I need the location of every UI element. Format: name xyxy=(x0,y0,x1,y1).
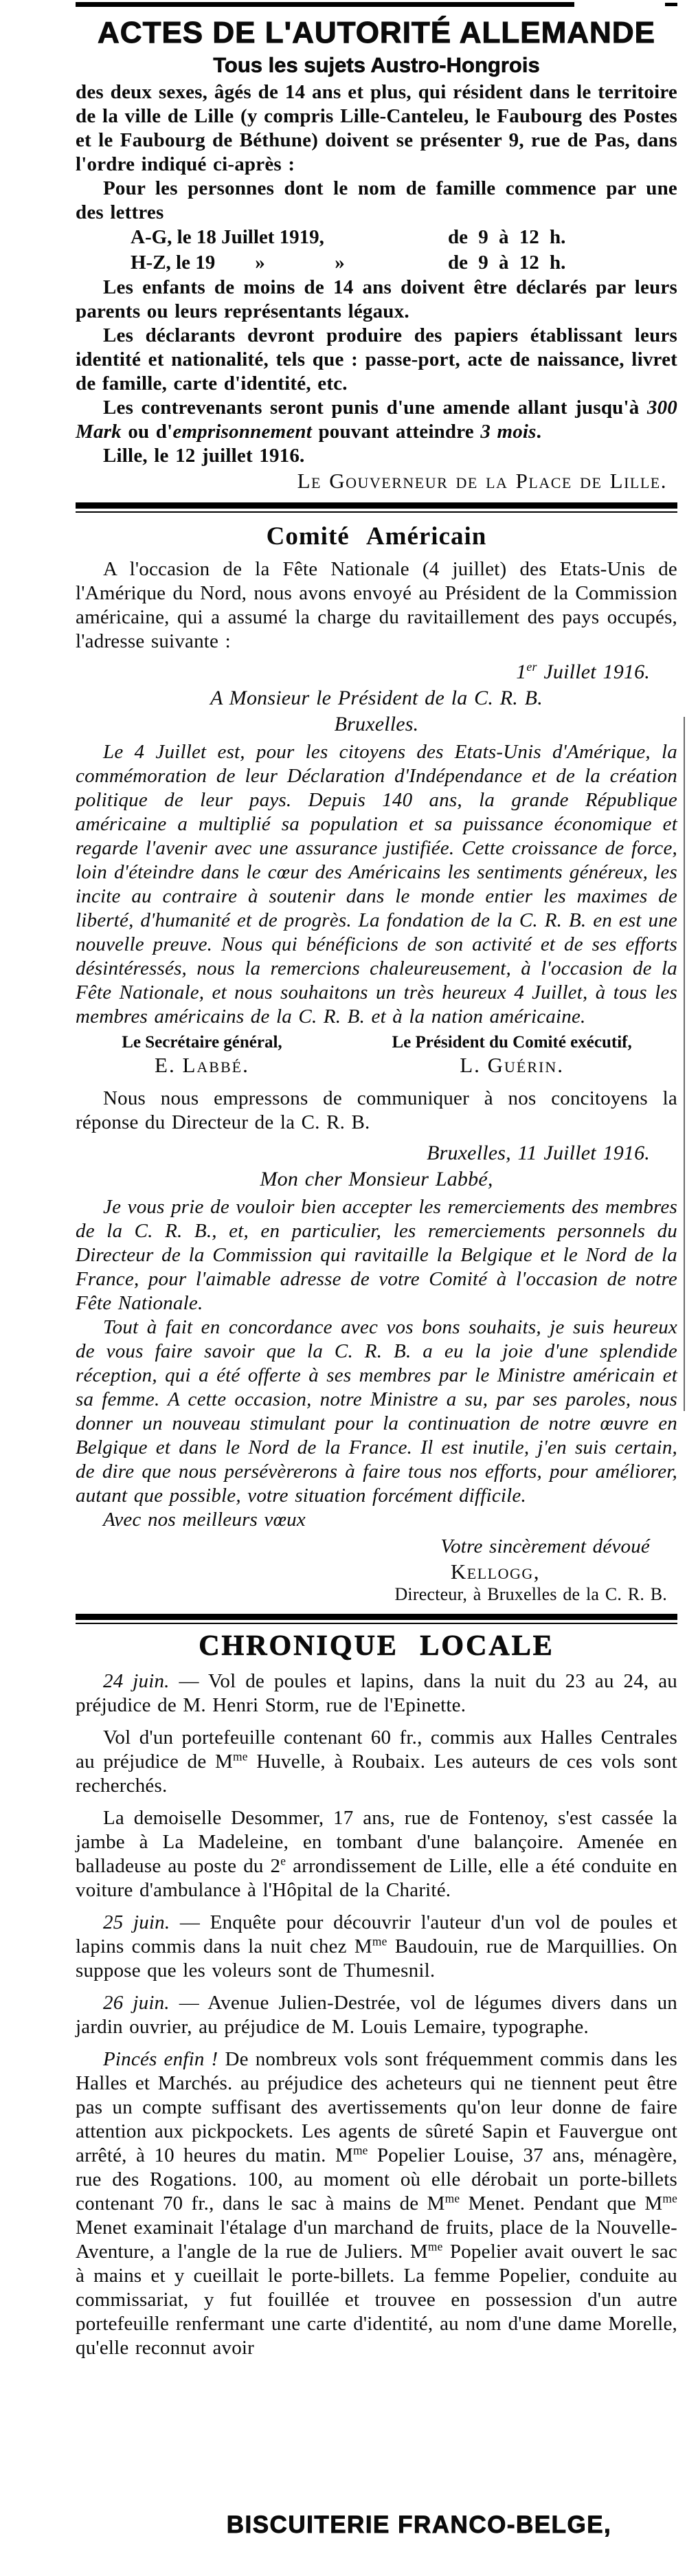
column-rule-fragment xyxy=(684,717,685,1411)
chronique-item-26-juin xyxy=(76,1991,677,2039)
text-segment: me xyxy=(352,2143,368,2157)
comite-transition: Nous nous empressons de communiquer à nos concitoyens la réponse du Directeur de la C. R. B. xyxy=(76,1087,677,1133)
schedule-row-h-z xyxy=(76,250,677,276)
letter2-signer-title: Directeur, à Bruxelles de la C. R. B. xyxy=(394,1584,667,1604)
letter1-addressee: A Monsieur le Président de la C. R. B. xyxy=(210,686,543,709)
chronique-item-desommer xyxy=(76,1806,677,1902)
text-segment: La demoiselle Desommer, 17 ans, rue de Fontenoy, s'est cassée la jambe à La Madeleine, en tombant d'une balançoire. Amenée en balladeuse au poste du 2 xyxy=(76,1807,677,1878)
text-segment: Popelier Louise, 37 ans, ménagère, rue des Rogations. 100, au moment où elle dérobait un porte-billets contenant 70 fr., dans le sac à mains de M xyxy=(76,2144,677,2215)
letter1-signature-left xyxy=(76,1032,328,1078)
actes-letters-intro: Pour les personnes dont le nom de famille commence par une des lettres xyxy=(76,177,677,224)
text-segment: emprisonnement xyxy=(172,421,312,443)
actes-papers-rule: Les déclarants devront produire des papiers établissant leurs identité et nationalité, tels que : passe-port, acte de naissance, livret de famille, carte d'identité, etc. xyxy=(76,324,677,395)
actes-penalty-rule xyxy=(76,396,677,444)
text-segment: 300 Mark xyxy=(76,397,677,443)
actes-signature-governor: Le Gouverneur de la Place de Lille. xyxy=(297,469,667,493)
text-segment: ou d' xyxy=(121,421,173,443)
chronique-item-portefeuille xyxy=(76,1726,677,1798)
ad-title-biscuiterie: BISCUITERIE FRANCO-BELGE, xyxy=(226,2511,612,2538)
text-segment: 24 juin. xyxy=(103,1670,170,1693)
text-segment: . xyxy=(536,421,542,443)
text-segment: Huvelle, à Roubaix. Les auteurs de ces vols sont recherchés. xyxy=(76,1751,677,1797)
chronique-title: CHRONIQUE LOCALE xyxy=(199,1630,554,1662)
text-segment: De nombreux vols sont fréquemment commis dans les Halles et Marchés. au préjudice des acheteurs qui ne tiennent peut être pas un compte suffisant des avertissements qu'on leur donne de faire attention aux pickpockets. Les agents de sûreté Sapin et Fauvergue ont arrêté, à 10 heures du matin. M xyxy=(76,2048,677,2167)
actes-dateline: Lille, le 12 juillet 1916. xyxy=(103,445,305,467)
text-segment: me xyxy=(444,2191,460,2206)
actes-title: ACTES DE L'AUTORITÉ ALLEMANDE xyxy=(98,16,655,49)
chronique-item-24-juin xyxy=(76,1669,677,1718)
letter2-body-2: Tout à fait en concordance avec vos bons souhaits, je suis heureux de vous faire savoir que la C. R. B. a eu la joie d'une splendide réception, qui a été offerte à ses membres par le Ministre américain et sa femme. A cette occasion, notre Ministre a su, par ses paroles, nous donner un nouveau stimulant pour la continuation de notre œuvre en Belgique et dans le Nord de la France. Il est inutile, j'en suis certain, de dire que nous persévèrerons à faire tous nos efforts, pour améliorer, autant que possible, votre situation forcément difficile. xyxy=(76,1315,677,1507)
top-rule-dash xyxy=(665,3,677,6)
newspaper-page-scan xyxy=(0,2,687,2576)
actes-children-rule: Les enfants de moins de 14 ans doivent être déclarés par leurs parents ou leurs représentants légaux. xyxy=(76,276,677,323)
text-segment: er xyxy=(526,659,537,674)
section-actes-autorite-allemande xyxy=(76,17,677,493)
text-segment: me xyxy=(662,2191,677,2206)
actes-subtitle: Tous les sujets Austro-Hongrois xyxy=(213,53,540,78)
text-segment: — Vol de poules et lapins, dans la nuit du 23 au 24, au préjudice de M. Henri Storm, rue de l'Epinette. xyxy=(76,1670,677,1717)
top-rule xyxy=(76,2,677,8)
divider-thin-rule xyxy=(76,1623,677,1624)
schedule-hours-a-g: de 9 à 12 h. xyxy=(448,226,566,249)
text-segment: Vol d'un portefeuille contenant 60 fr., commis aux Halles Centrales au préjudice de M xyxy=(76,1726,677,1773)
letter1-sig-right-name: L. Guérin. xyxy=(460,1052,564,1077)
text-segment: 1 xyxy=(516,660,527,683)
divider-thin-rule xyxy=(76,511,677,513)
comite-intro: A l'occasion de la Fête Nationale (4 juillet) des Etats-Unis de l'Amérique du Nord, nous avons envoyé au Président de la Commission américaine, qui a assumé la charge du ravitaillement des pays occupés, l'adresse suivante : xyxy=(76,557,677,652)
letter1-signature-row xyxy=(76,1032,677,1078)
letter1-dateline xyxy=(76,659,677,685)
section-divider-1 xyxy=(76,502,677,513)
text-segment: 25 juin. xyxy=(103,1911,170,1934)
schedule-letters-h-z: H-Z, le 19 » » xyxy=(131,252,345,274)
section-comite-americain xyxy=(76,523,677,1605)
letter1-sig-left-role: Le Secrétaire général, xyxy=(122,1032,282,1052)
letter2-salutation: Mon cher Monsieur Labbé, xyxy=(260,1167,493,1190)
letter2-closing: Avec nos meilleurs vœux xyxy=(103,1508,306,1531)
text-segment: pouvant atteindre xyxy=(312,421,481,443)
divider-thick-rule xyxy=(76,1614,677,1620)
schedule-hours-h-z: de 9 à 12 h. xyxy=(448,252,566,274)
section-chronique-locale xyxy=(76,1631,677,2360)
text-segment: Pincés enfin ! xyxy=(103,2048,218,2071)
schedule-letters-a-g: A-G, le 18 Juillet 1919, xyxy=(131,226,324,249)
text-segment: Les contrevenants seront punis d'une amende allant jusqu'à xyxy=(103,397,647,419)
actes-body-lead: des deux sexes, âgés de 14 ans et plus, qui résident dans le territoire de la ville de Lille (y compris Lille-Canteleu, le Faubourg des Postes et le Faubourg de Béthune) doivent se présenter 9, rue de Pas, dans l'ordre indiqué ci-après : xyxy=(76,81,677,176)
text-segment: e xyxy=(280,1854,286,1868)
comite-title: Comité Américain xyxy=(266,522,487,551)
letter2-valediction: Votre sincèrement dévoué xyxy=(440,1535,650,1557)
divider-thick-rule xyxy=(76,502,677,509)
chronique-item-pinces-enfin xyxy=(76,2047,677,2360)
letter2-body-1: Je vous prie de vouloir bien accepter les remerciements des membres de la C. R. B., et, en particulier, les remerciements personnels du Directeur de la Commission qui ravitaille la Belgique et le Nord de la France, pour l'aimable adresse de votre Comité à l'occasion de notre Fête Nationale. xyxy=(76,1195,677,1314)
text-segment: me xyxy=(372,1934,387,1948)
text-segment: Baudouin, rue de Marquillies. On suppose que les voleurs sont de Thumesnil. xyxy=(76,1935,677,1982)
text-segment: Menet examinait l'étalage d'un marchand de fruits, place de la Nouvelle-Aventure, a l'angle de la rue de Juliers. M xyxy=(76,2217,677,2263)
chronique-item-25-juin xyxy=(76,1911,677,1983)
letter1-sig-left-name: E. Labbé. xyxy=(155,1052,249,1077)
letter2-dateline: Bruxelles, 11 Juillet 1916. xyxy=(427,1141,650,1164)
text-segment: Juillet 1916. xyxy=(537,660,650,683)
text-segment: Menet. Pendant que M xyxy=(460,2192,663,2215)
section-divider-2 xyxy=(76,1614,677,1624)
text-segment: 3 mois xyxy=(480,421,537,443)
letter2-signer: Kellogg, xyxy=(450,1559,540,1584)
text-segment: 26 juin. xyxy=(103,1992,170,2014)
text-segment: me xyxy=(232,1749,248,1764)
letter1-body: Le 4 Juillet est, pour les citoyens des Etats-Unis d'Amérique, la commémoration de leur Déclaration d'Indépendance et de la création politique de leur pays. Depuis 140 ans, la grande République américaine a multiplié sa population et sa puissance économique et regarde l'avenir avec une assurance justifiée. Cette croissance de force, loin d'éteindre dans le cœur des Américains les sentiments généreux, les incite au contraire à soutenir dans le monde entier les maximes de liberté, d'humanité et de progrès. La fondation de la C. R. B. en est une nouvelle preuve. Nous qui bénéficions de son activité et de ses efforts désintéressés, nous la remercions chaleureusement, à l'occasion de la Fête Nationale, et nous souhaitons un très heureux 4 Juillet, à tous les membres américains de la C. R. B. et à la nation américaine. xyxy=(76,740,677,1028)
top-rule-bar xyxy=(76,2,574,7)
text-segment: — Avenue Julien-Destrée, vol de légumes divers dans un jardin ouvrier, au préjudice de M. Louis Lemaire, typographe. xyxy=(76,1992,677,2039)
text-segment: me xyxy=(427,2239,443,2254)
letter1-signature-right xyxy=(346,1032,677,1078)
letter1-place: Bruxelles. xyxy=(334,712,419,735)
text-segment: — Enquête pour découvrir l'auteur d'un vol de poules et lapins commis dans la nuit chez M xyxy=(76,1911,677,1958)
text-segment: Popelier avait ouvert le sac à mains et y cueillait le porte-billets. La femme Popelier, conduite au commissariat, y fut fouillée et trouvee en possession d'un autre portefeuille renfermant une carte d'identité, au nom d'une dame Morelle, qu'elle reconnut avoir xyxy=(76,2241,677,2360)
letter1-sig-right-role: Le Président du Comité exécutif, xyxy=(392,1032,632,1052)
schedule-row-a-g xyxy=(76,225,677,250)
newspaper-column xyxy=(0,2,687,2360)
text-segment: arrondissement de Lille, elle a été conduite en voiture d'ambulance à l'Hôpital de la Charité. xyxy=(76,1855,677,1902)
